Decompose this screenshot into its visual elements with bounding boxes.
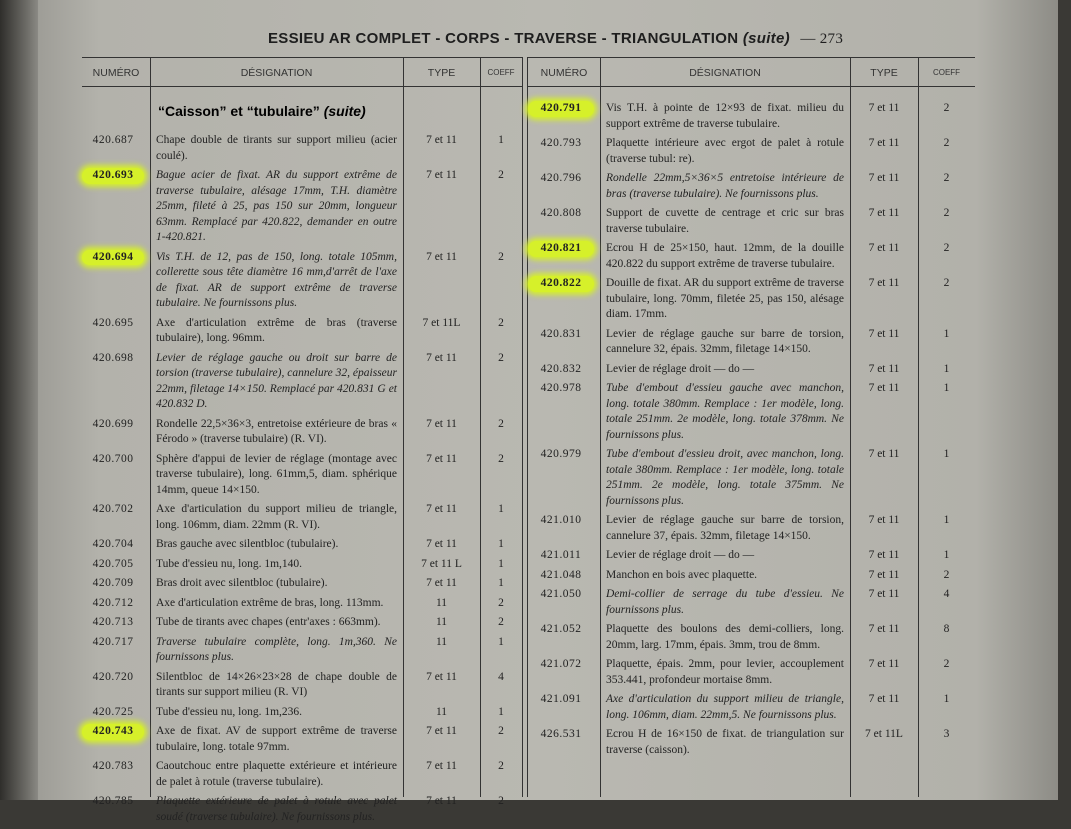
part-designation: Axe d'articulation du support milieu de triangle, long. 106mm, diam. 22mm (R. VI). <box>156 503 397 531</box>
part-designation: Rondelle 22mm,5×36×5 entretoise intérieure de bras (traverse tubulaire). Ne fournissons plus. <box>606 172 844 200</box>
part-number: 420.713 <box>92 616 134 628</box>
part-designation: Axe de fixat. AV de support extrême de traverse tubulaire, long. totale 97mm. <box>156 725 397 753</box>
part-designation: Caoutchouc entre plaquette extérieure et intérieure de palet à rotule (traverse tubulaire). <box>156 760 397 788</box>
part-coeff: 2 <box>943 568 950 581</box>
part-type: 11 <box>435 705 448 718</box>
part-designation: Axe d'articulation extrême de bras (traverse tubulaire), long. 96mm. <box>156 316 397 344</box>
part-designation: Tube d'embout d'essieu gauche avec manchon, long. totale 380mm. Remplace : 1er modèle, long. totale 251mm. 2e modèle, long. totale 378mm. Ne fournissons plus. <box>606 382 844 441</box>
part-type: 7 et 11 <box>868 588 900 600</box>
part-type: 7 et 11 <box>868 693 900 705</box>
part-coeff: 4 <box>943 588 950 600</box>
part-coeff: 2 <box>943 172 950 184</box>
page-title-suite: (suite) <box>742 30 790 47</box>
part-type: 7 et 11L <box>865 728 903 740</box>
table-row <box>82 576 504 596</box>
table-row <box>82 351 504 417</box>
table-row <box>82 635 504 670</box>
table-row <box>528 447 950 513</box>
part-number: 420.702 <box>92 503 134 515</box>
table-row <box>82 452 504 503</box>
part-designation: Plaquette des boulons des demi-colliers, long. 20mm, larg. 17mm, épais. 3mm, trou de 8mm. <box>606 623 844 651</box>
header-coeff: COEFF <box>932 68 961 77</box>
table-row <box>528 101 950 136</box>
table-row <box>528 327 950 362</box>
part-type: 7 et 11 <box>868 568 900 581</box>
part-coeff: 2 <box>943 277 950 289</box>
part-number: 420.796 <box>540 172 582 184</box>
part-designation: Sphère d'appui de levier de réglage (montage avec traverse tubulaire), long. 61mm,5, diam. sphérique 14mm, queue 14×150. <box>156 452 397 496</box>
header-numero: NUMÉRO <box>92 67 140 79</box>
part-designation: Tube d'essieu nu, long. 1m,140. <box>156 557 303 570</box>
table-row <box>528 622 950 657</box>
table-row <box>528 276 950 327</box>
part-type: 7 et 11 <box>868 362 900 375</box>
table-row <box>528 587 950 622</box>
table-row <box>82 537 504 557</box>
part-type: 7 et 11 <box>868 102 900 114</box>
book-spine-shadow <box>0 0 38 800</box>
part-number: 420.725 <box>92 705 134 718</box>
part-designation: Plaquette extérieure de palet à rotule avec palet soudé (traverse tubulaire). Ne fournissons plus. <box>156 795 397 823</box>
header-designation: DÉSIGNATION <box>689 67 761 79</box>
part-coeff: 2 <box>498 760 504 772</box>
part-designation: Bague acier de fixat. AR du support extrême de traverse tubulaire, alésage 17mm, T.H. diamètre 25mm, fileté à 25, pas 150 sur 20mm, longueur 63mm. Remplacé par 420.822, demander en outre 1-420.821. <box>156 169 397 243</box>
part-designation: Levier de réglage droit — do — <box>606 549 755 561</box>
part-type: 7 et 11 <box>868 448 900 460</box>
part-designation: Tube d'essieu nu, long. 1m,236. <box>156 705 303 718</box>
part-type: 7 et 11 <box>426 351 457 364</box>
part-coeff: 1 <box>498 538 504 550</box>
section-suite: (suite) <box>323 103 366 119</box>
part-coeff: 1 <box>943 549 950 561</box>
part-designation: Tube d'embout d'essieu droit, avec manchon, long. totale 380mm. Remplace : 1er modèle, long. totale 251mm. 2e modèle, long. totale 375mm. Ne fournissons plus. <box>606 448 844 507</box>
table-row <box>82 596 504 616</box>
part-designation: Bras droit avec silentbloc (tubulaire). <box>156 577 328 589</box>
part-number: 420.720 <box>92 670 134 683</box>
part-designation: Levier de réglage gauche sur barre de torsion, cannelure 37, épais. 32mm, filetage 14×150. <box>606 514 844 542</box>
part-number: 420.705 <box>92 557 134 570</box>
part-coeff: 2 <box>943 137 950 149</box>
part-number: 420.822 <box>528 276 594 292</box>
part-type: 7 et 11 <box>868 327 900 340</box>
part-designation: Traverse tubulaire complète, long. 1m,360. Ne fournissons plus. <box>156 635 397 663</box>
part-designation: Levier de réglage gauche sur barre de torsion, cannelure 32, épais. 32mm, filetage 14×150. <box>606 327 844 355</box>
part-type: 7 et 11 <box>868 137 900 149</box>
part-type: 7 et 11 <box>426 538 457 550</box>
part-type: 7 et 11 <box>868 382 900 394</box>
table-row <box>528 171 950 206</box>
part-number: 420.978 <box>540 382 582 394</box>
part-number: 420.831 <box>540 327 582 340</box>
part-designation: Support de cuvette de centrage et cric sur bras traverse tubulaire. <box>606 207 844 235</box>
part-number: 420.687 <box>92 134 134 146</box>
table-row <box>82 759 504 794</box>
part-number: 420.783 <box>92 760 134 772</box>
table-row <box>82 724 504 759</box>
part-designation: Manchon en bois avec plaquette. <box>606 568 758 581</box>
table-row <box>528 692 950 727</box>
part-coeff: 2 <box>943 242 950 254</box>
table-header <box>82 57 522 87</box>
part-designation: Silentbloc de 14×26×23×28 de chape double de tirants sur support milieu (R. VI) <box>156 670 397 698</box>
table-row <box>528 136 950 171</box>
header-coeff: COEFF <box>487 68 515 77</box>
part-number: 421.048 <box>540 568 582 581</box>
part-number: 421.010 <box>540 514 582 526</box>
part-coeff: 2 <box>943 207 950 219</box>
table-row <box>82 705 504 725</box>
part-type: 7 et 11 <box>868 658 900 670</box>
part-number: 420.717 <box>92 635 134 648</box>
table-header <box>528 57 975 87</box>
part-type: 11 <box>435 635 448 648</box>
part-type: 7 et 11L <box>422 316 461 329</box>
part-coeff: 1 <box>943 382 950 394</box>
part-coeff: 3 <box>943 728 950 740</box>
header-type: TYPE <box>870 67 898 79</box>
part-number: 421.050 <box>540 588 582 600</box>
part-number: 420.698 <box>92 351 134 364</box>
table-row <box>82 794 504 829</box>
part-type: 11 <box>435 616 448 628</box>
part-type: 11 <box>435 596 448 609</box>
part-number: 420.694 <box>82 250 144 266</box>
table-row <box>528 513 950 548</box>
part-designation: Axe d'articulation extrême de bras, long. 113mm. <box>156 596 384 609</box>
part-coeff: 1 <box>943 693 950 705</box>
part-coeff: 2 <box>498 725 504 737</box>
table-row <box>82 133 504 168</box>
part-number: 421.072 <box>540 658 582 670</box>
part-coeff: 1 <box>943 448 950 460</box>
table-row <box>82 250 504 316</box>
part-designation: Axe d'articulation du support milieu de triangle, long. 106mm, diam. 22mm,5. Ne fournissons plus. <box>606 693 844 721</box>
part-type: 7 et 11 <box>426 725 457 737</box>
part-number: 420.699 <box>92 417 134 430</box>
part-coeff: 4 <box>498 670 504 683</box>
part-number: 421.052 <box>540 623 582 635</box>
part-coeff: 2 <box>498 316 504 329</box>
part-designation: Tube de tirants avec chapes (entr'axes : 663mm). <box>156 616 381 628</box>
part-designation: Ecrou H de 16×150 de fixat. de triangulation sur traverse (caisson). <box>606 728 844 756</box>
part-designation: Vis T.H. de 12, pas de 150, long. totale 105mm, collerette sous tête diamètre 16 mm,d'arrêt de l'axe de fixat. AR de support extrême de traverse tubulaire. Ne fournissons plus. <box>156 250 397 309</box>
part-number: 420.979 <box>540 448 582 460</box>
part-type: 7 et 11 <box>868 242 900 254</box>
parts-table-left <box>82 57 522 823</box>
table-row <box>528 206 950 241</box>
part-type: 7 et 11 <box>868 277 900 289</box>
part-coeff: 1 <box>498 705 504 718</box>
table-row <box>528 381 950 447</box>
table-row <box>528 727 950 762</box>
part-type: 7 et 11 <box>868 207 900 219</box>
part-coeff: 8 <box>943 623 950 635</box>
part-coeff: 1 <box>943 327 950 340</box>
part-designation: Douille de fixat. AR du support extrême de traverse tubulaire, long. 70mm, filetée 25, pas 150, alésage diam. 17mm. <box>606 277 844 320</box>
part-number: 420.808 <box>540 207 582 219</box>
part-number: 426.531 <box>540 728 582 740</box>
part-coeff: 2 <box>498 351 504 364</box>
part-number: 420.712 <box>92 596 134 609</box>
table-row <box>82 670 504 705</box>
part-designation: Rondelle 22,5×36×3, entretoise extérieure de bras « Férodo » (traverse tubulaire) (R. VI). <box>156 417 397 445</box>
table-row <box>82 417 504 452</box>
part-designation: Plaquette intérieure avec ergot de palet à rotule (traverse tubul: re). <box>606 137 844 165</box>
part-designation: Demi-collier de serrage du tube d'essieu. Ne fournissons plus. <box>606 588 844 616</box>
part-coeff: 2 <box>498 616 504 628</box>
part-type: 7 et 11 L <box>421 557 462 570</box>
part-coeff: 2 <box>943 658 950 670</box>
header-type: TYPE <box>427 67 456 79</box>
part-number: 420.793 <box>540 137 582 149</box>
part-coeff: 2 <box>943 102 950 114</box>
part-type: 7 et 11 <box>426 795 457 807</box>
part-number: 420.785 <box>92 795 134 807</box>
part-number: 420.791 <box>528 101 594 117</box>
header-designation: DÉSIGNATION <box>240 67 313 79</box>
part-designation: Bras gauche avec silentbloc (tubulaire). <box>156 538 339 550</box>
part-coeff: 2 <box>498 169 504 181</box>
part-number: 420.821 <box>528 241 594 257</box>
part-type: 7 et 11 <box>868 172 900 184</box>
table-row <box>82 615 504 635</box>
part-number: 420.832 <box>540 362 582 375</box>
table-row <box>82 316 504 351</box>
table-row <box>528 657 950 692</box>
part-type: 7 et 11 <box>426 250 457 263</box>
part-number: 420.704 <box>92 538 134 550</box>
parts-table-right <box>528 57 975 797</box>
part-type: 7 et 11 <box>426 134 457 146</box>
part-number: 420.700 <box>92 452 134 465</box>
section-title: “Caisson” et “tubulaire” <box>158 103 320 119</box>
part-coeff: 2 <box>498 596 504 609</box>
part-coeff: 2 <box>498 417 504 430</box>
part-type: 7 et 11 <box>426 452 457 465</box>
table-row <box>82 502 504 537</box>
rows-right <box>528 101 975 762</box>
part-coeff: 1 <box>498 557 504 570</box>
table-row <box>528 241 950 276</box>
page-number: — 273 <box>800 31 844 47</box>
part-type: 7 et 11 <box>868 549 900 561</box>
part-designation: Levier de réglage gauche ou droit sur barre de torsion (traverse tubulaire), cannelure 32, épaisseur 22mm, filetage 14×150. Remplacé par 420.831 G et 420.832 D. <box>156 351 397 410</box>
part-number: 420.709 <box>92 577 134 589</box>
header-numero: NUMÉRO <box>540 67 588 79</box>
part-type: 7 et 11 <box>426 417 457 430</box>
part-number: 420.743 <box>82 724 144 740</box>
part-number: 421.011 <box>540 549 582 561</box>
part-coeff: 1 <box>943 362 950 375</box>
part-coeff: 1 <box>498 577 504 589</box>
page-title <box>268 30 843 48</box>
part-number: 420.693 <box>82 168 144 184</box>
table-row <box>528 568 950 588</box>
part-type: 7 et 11 <box>426 670 457 683</box>
page-title-text: ESSIEU AR COMPLET - CORPS - TRAVERSE - TRIANGULATION <box>268 30 739 47</box>
part-designation: Chape double de tirants sur support milieu (acier coulé). <box>156 134 397 162</box>
part-number: 421.091 <box>540 693 582 705</box>
table-row <box>528 362 950 382</box>
part-coeff: 1 <box>943 514 950 526</box>
rows-left <box>82 95 522 829</box>
part-coeff: 1 <box>498 635 504 648</box>
table-row <box>82 168 504 250</box>
table-row <box>528 548 950 568</box>
part-coeff: 1 <box>498 503 504 515</box>
part-designation: Ecrou H de 25×150, haut. 12mm, de la douille 420.822 du support extrême de traverse tubulaire. <box>606 242 844 270</box>
section-heading <box>158 95 522 133</box>
part-number: 420.695 <box>92 316 134 329</box>
part-type: 7 et 11 <box>868 623 900 635</box>
part-type: 7 et 11 <box>426 169 457 181</box>
part-designation: Levier de réglage droit — do — <box>606 362 755 375</box>
part-type: 7 et 11 <box>426 760 457 772</box>
part-type: 7 et 11 <box>426 503 457 515</box>
part-designation: Plaquette, épais. 2mm, pour levier, accouplement 353.441, profondeur mortaise 8mm. <box>606 658 844 686</box>
part-type: 7 et 11 <box>868 514 900 526</box>
table-row <box>82 557 504 577</box>
part-coeff: 2 <box>498 250 504 263</box>
part-type: 7 et 11 <box>426 577 457 589</box>
part-coeff: 2 <box>498 795 504 807</box>
part-designation: Vis T.H. à pointe de 12×93 de fixat. milieu du support extrême de traverse tubulaire. <box>606 102 844 130</box>
part-coeff: 1 <box>498 134 504 146</box>
part-coeff: 2 <box>498 452 504 465</box>
